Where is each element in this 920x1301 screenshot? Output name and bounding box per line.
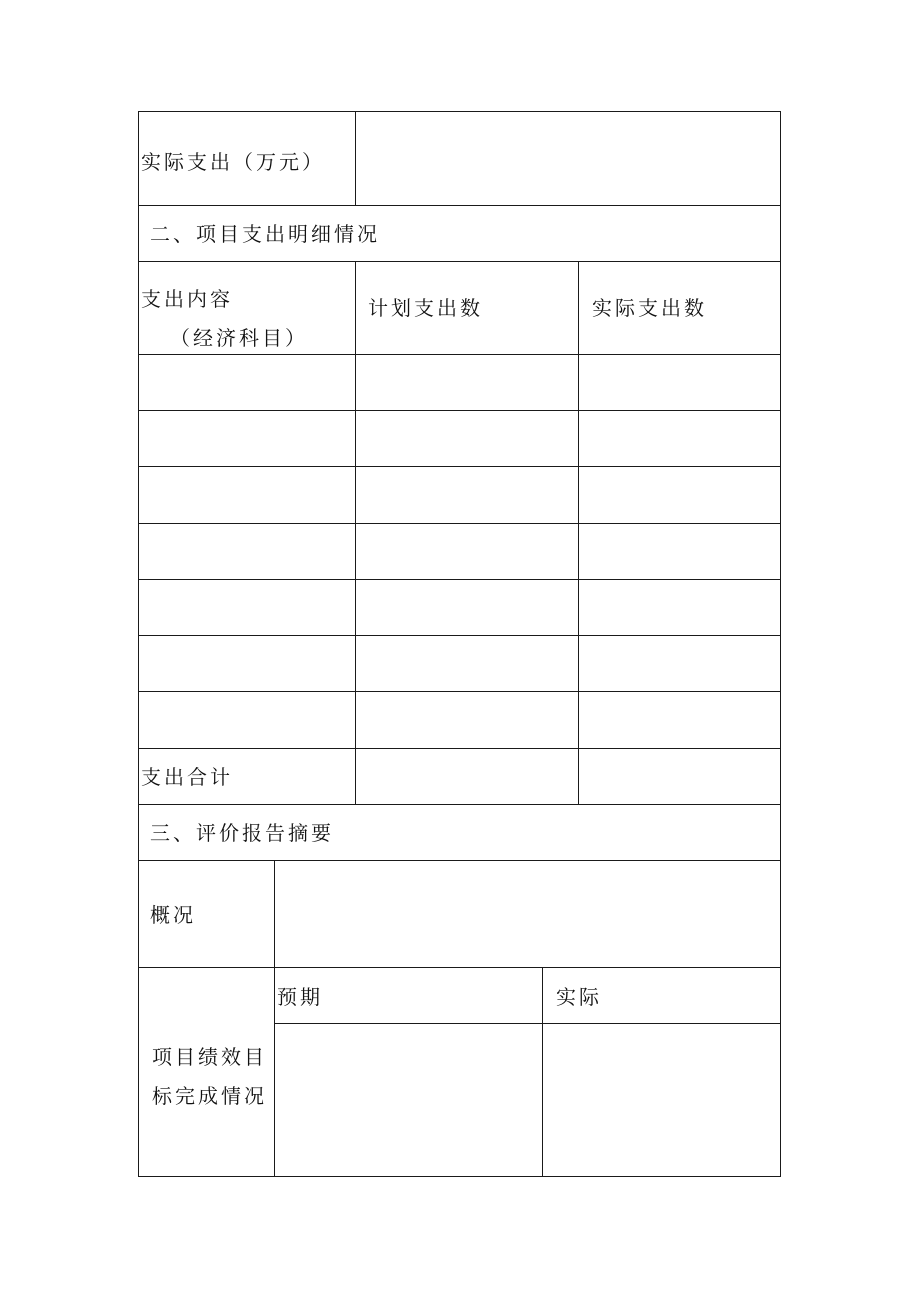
row-divider: [138, 967, 781, 968]
performance-label-line1: 项目绩效目: [152, 1045, 267, 1069]
row-divider: [138, 860, 781, 861]
row-divider: [138, 691, 781, 692]
planned-expense-header: 计划支出数: [368, 296, 483, 320]
row-divider: [138, 804, 781, 805]
row-divider: [138, 748, 781, 749]
actual-short-label: 实际: [556, 985, 602, 1009]
row-divider: [138, 410, 781, 411]
row-divider: [138, 466, 781, 467]
actual-expense-header: 实际支出数: [592, 296, 707, 320]
row-divider: [138, 354, 781, 355]
form-table: [138, 111, 781, 1177]
expected-label: 预期: [277, 985, 323, 1009]
row-divider: [138, 579, 781, 580]
row-divider: [138, 261, 781, 262]
overview-label: 概况: [150, 903, 196, 927]
row-divider: [274, 1023, 781, 1024]
section-two-title: 二、项目支出明细情况: [150, 222, 380, 246]
content-label-line2: （经济科目）: [170, 326, 308, 350]
row-divider: [138, 635, 781, 636]
column-divider: [274, 860, 275, 1177]
column-divider: [355, 261, 356, 804]
column-divider: [542, 967, 543, 1177]
actual-expense-label: 实际支出（万元）: [141, 150, 325, 174]
column-divider: [578, 261, 579, 804]
row-divider: [138, 523, 781, 524]
performance-label-line2: 标完成情况: [152, 1084, 267, 1108]
column-divider: [355, 111, 356, 205]
total-label: 支出合计: [141, 765, 233, 789]
content-label-line1: 支出内容: [141, 287, 233, 311]
row-divider: [138, 205, 781, 206]
section-three-title: 三、评价报告摘要: [150, 821, 334, 845]
